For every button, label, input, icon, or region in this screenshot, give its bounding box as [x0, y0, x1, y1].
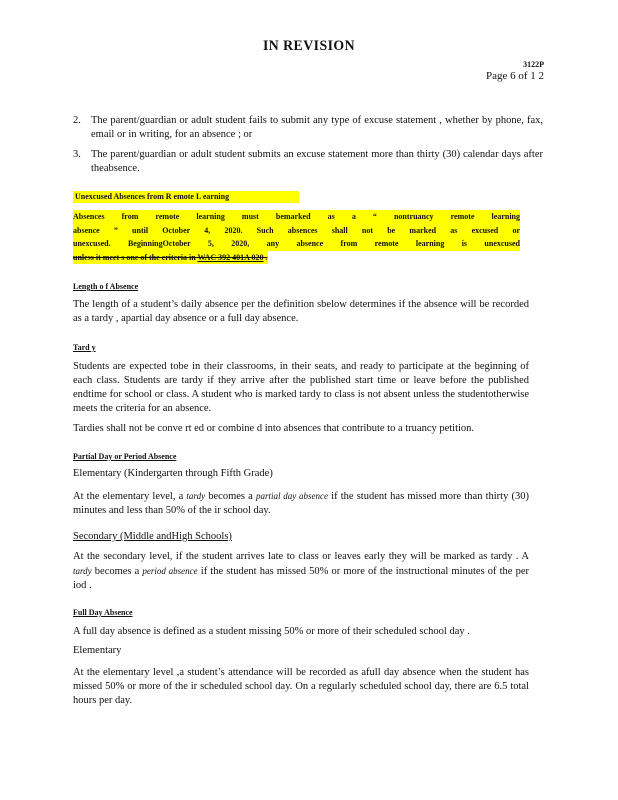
page-title: IN REVISION: [262, 38, 356, 54]
unexcused-text: [73, 210, 520, 269]
partial-elementary-paragraph: At the elementary level, a tardy becomes a partial day absence if the student has missed more than thirty (30) minutes and less than 50% of the ir school day.: [73, 491, 529, 516]
section-heading-length: Length o f Absence: [73, 282, 139, 291]
tardy-note: Tardies shall not be conve rt ed or combine d into absences that contribute to a truancy petition.: [73, 423, 475, 434]
elementary-subheading: Elementary (Kindergarten through Fifth Grade): [73, 468, 273, 479]
fullday-elementary-paragraph: At the elementary level ,a student’s attendance will be recorded as afull day absence when the student has missed 50% or more of the ir scheduled school day. On a regularly scheduled school day, there are 6.5 total hours per day.: [73, 667, 529, 706]
list-item: [73, 148, 543, 176]
unexcused-line: absence ” until October 4, 2020. Such absences shall not be marked as excused or: [73, 224, 520, 238]
fullday-elementary-subheading: Elementary: [73, 645, 122, 656]
unexcused-line: unexcused. BeginningOctober 5, 2020, any absence from remote learning is unexcused: [73, 237, 520, 251]
list-number: 2.: [73, 115, 81, 126]
section-heading-fullday: Full Day Absence: [73, 608, 133, 617]
section-heading-partial: Partial Day or Period Absence: [73, 452, 177, 461]
policy-code: 3122P: [523, 60, 544, 69]
unexcused-line: unless it meet s one of the criteria in WAC 392 401A 020 .: [73, 251, 268, 265]
page-number: Page 6 of 1 2: [485, 70, 544, 82]
list-item: [73, 114, 543, 142]
list-text: The parent/guardian or adult student submits an excuse statement more than thirty (30) calendar days after theabsence.: [91, 149, 543, 174]
tardy-paragraph: Students are expected tobe in their classrooms, in their seats, and ready to participate at the beginning of each class. Students are tardy if they arrive after the published start time or leave before the published endtime for school or class. A student who is marked tardy to class is not absent unless the studentotherwise meets the criteria for an absence.: [73, 361, 529, 414]
unexcused-line: Absences from remote learning must bemarked as a “ nontruancy remote learning: [73, 210, 520, 224]
unexcused-heading: Unexcused Absences from R emote L earning: [73, 191, 299, 203]
secondary-subheading: Secondary (Middle andHigh Schools): [73, 531, 232, 542]
fullday-definition: A full day absence is defined as a student missing 50% or more of their scheduled school day .: [73, 626, 470, 637]
wac-link[interactable]: WAC 392 401A 020: [197, 252, 264, 262]
length-paragraph: The length of a student’s daily absence per the definition sbelow determines if the absence will be recorded as a tardy , apartial day absence or a full day absence.: [73, 299, 529, 324]
list-text: The parent/guardian or adult student fails to submit any type of excuse statement , whether by phone, fax, email or in writing, for an absence ; or: [91, 115, 543, 140]
list-number: 3.: [73, 149, 81, 160]
partial-secondary-paragraph: At the secondary level, if the student arrives late to class or leaves early they will be marked as tardy . A tardy becomes a period absence if the student has missed 50% or more of the instructional minutes of the per iod .: [73, 551, 529, 591]
section-heading-tardy: Tard y: [73, 343, 96, 352]
